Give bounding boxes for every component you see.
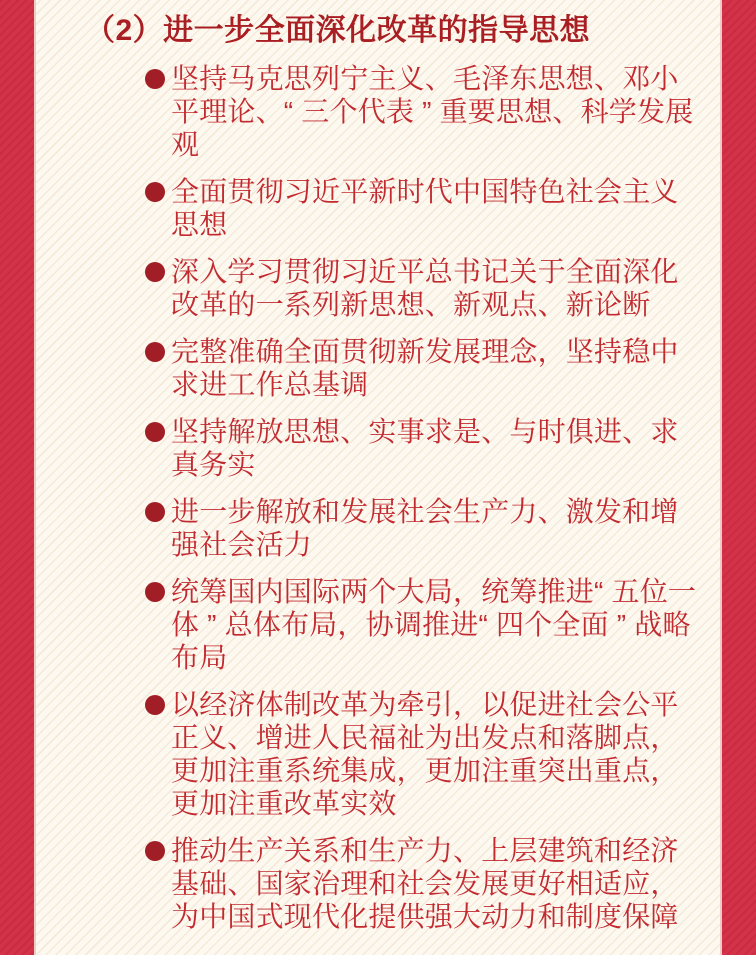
list-item-text: 统筹国内国际两个大局，统筹推进“ 五位一体 ” 总体布局，协调推进“ 四个全面 ” 战略布局 — [171, 576, 697, 673]
bullet-icon — [145, 841, 165, 861]
bullet-icon — [145, 502, 165, 522]
list-item — [145, 575, 703, 674]
right-red-stripe-bar — [720, 0, 756, 955]
bullet-icon — [145, 182, 165, 202]
list-item — [145, 415, 703, 481]
content-area — [36, 0, 720, 947]
left-red-stripe-bar — [0, 0, 36, 955]
list-item — [145, 495, 703, 561]
guiding-thought-list — [145, 62, 703, 933]
list-item — [145, 255, 703, 321]
list-item-text: 完整准确全面贯彻新发展理念，坚持稳中求进工作总基调 — [171, 336, 679, 400]
list-item-text: 进一步解放和发展社会生产力、激发和增强社会活力 — [171, 496, 679, 560]
list-item — [145, 175, 703, 241]
bullet-icon — [145, 582, 165, 602]
bullet-icon — [145, 262, 165, 282]
list-item-text: 以经济体制改革为牵引，以促进社会公平正义、增进人民福祉为出发点和落脚点，更加注重系统集成，更加注重突出重点，更加注重改革实效 — [171, 689, 679, 819]
list-item — [145, 688, 703, 820]
bullet-icon — [145, 342, 165, 362]
list-item-text: 推动生产关系和生产力、上层建筑和经济基础、国家治理和社会发展更好相适应，为中国式现代化提供强大动力和制度保障 — [171, 835, 679, 932]
bullet-icon — [145, 422, 165, 442]
bullet-icon — [145, 695, 165, 715]
page-title: （2）进一步全面深化改革的指导思想 — [85, 14, 591, 47]
list-item-text: 坚持解放思想、实事求是、与时俱进、求真务实 — [171, 416, 679, 480]
list-item — [145, 834, 703, 933]
list-item — [145, 335, 703, 401]
bullet-icon — [145, 69, 165, 89]
list-item-text: 坚持马克思列宁主义、毛泽东思想、邓小平理论、“ 三个代表 ” 重要思想、科学发展观 — [171, 63, 694, 160]
list-item-text: 全面贯彻习近平新时代中国特色社会主义思想 — [171, 176, 679, 240]
list-item-text: 深入学习贯彻习近平总书记关于全面深化改革的一系列新思想、新观点、新论断 — [171, 256, 679, 320]
list-item — [145, 62, 703, 161]
